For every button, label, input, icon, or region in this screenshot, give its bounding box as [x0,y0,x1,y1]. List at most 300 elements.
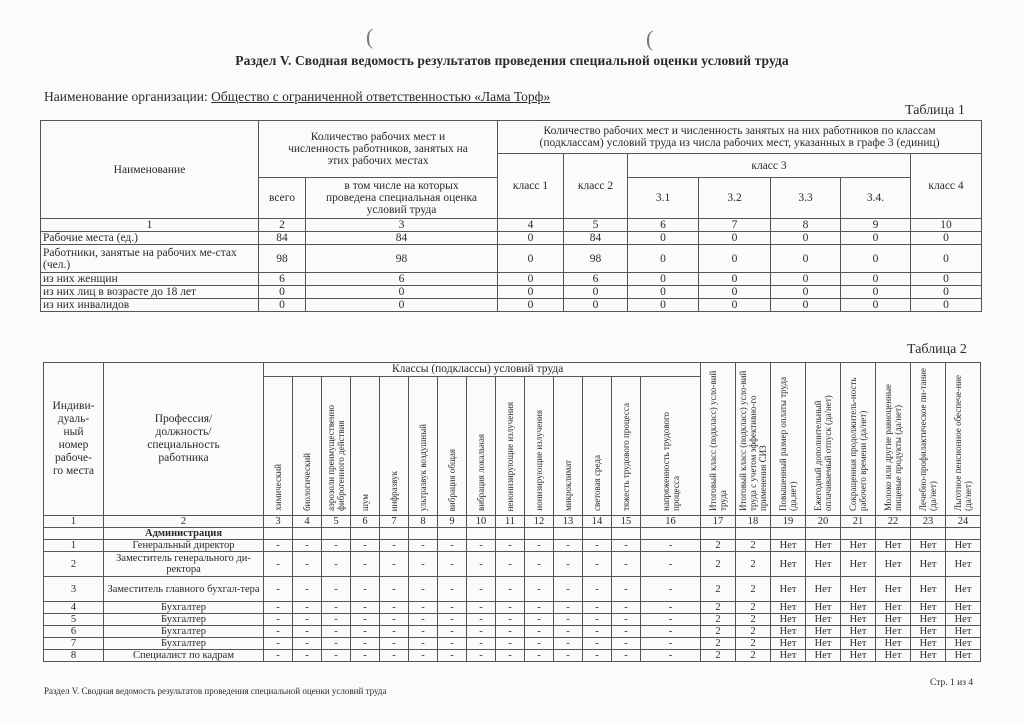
factor-class: - [467,577,496,602]
row-label: из них лиц в возрасте до 18 лет [41,286,259,299]
factor-class: - [554,614,583,626]
factor-class: - [264,577,293,602]
profession: Бухгалтер [104,614,264,626]
benefit-value: Нет [876,552,911,577]
factor-class: - [525,614,554,626]
header-class3: класс 3 [628,154,911,178]
benefit-value: Нет [876,638,911,650]
cell-value: 0 [841,245,911,273]
col-num: 17 [701,516,736,528]
benefit-value: Нет [911,638,946,650]
cell-value: 6 [564,273,628,286]
benefit-value: Нет [806,577,841,602]
header-number: Индиви-дуаль-ный номер рабоче-го места [44,363,104,516]
benefit-value: Нет [771,552,806,577]
workplace-table [43,362,981,662]
table1-label: Таблица 1 [905,103,965,118]
benefit-value: Нет [771,638,806,650]
factor-class: - [467,614,496,626]
factor-class: - [409,650,438,662]
cell-value: 0 [771,232,841,245]
row-label: из них женщин [41,273,259,286]
factor-class: - [322,650,351,662]
benefit-value: Нет [806,602,841,614]
benefit-value: Нет [946,540,981,552]
extra-label: Молоко или другие равноценные пищевые продукты (да/нет) [883,384,904,511]
empty-cell [806,528,841,540]
result-class: 2 [701,626,736,638]
factor-class: - [525,650,554,662]
empty-cell [264,528,293,540]
factor-class: - [496,602,525,614]
table-row [41,286,982,299]
factor-class: - [409,540,438,552]
factor-class: - [612,540,641,552]
factor-class: - [351,650,380,662]
page-title: Раздел V. Сводная ведомость результатов проведения специальной оценки условий труда [235,53,789,68]
factor-class: - [264,650,293,662]
factor-class: - [583,638,612,650]
factor-class: - [322,602,351,614]
cell-value: 0 [306,299,498,312]
punch-mark-left: ( [366,24,374,49]
factor-label: ионизирующие излучения [534,410,544,511]
factor-class: - [409,602,438,614]
summary-table [40,120,982,312]
result-class-siz: 2 [736,540,771,552]
result-class: 2 [701,577,736,602]
factor-class: - [583,577,612,602]
factor-class: - [380,552,409,577]
cell-value: 0 [498,299,564,312]
factor-class: - [438,626,467,638]
empty-cell [467,528,496,540]
col-num: 7 [699,219,771,232]
factor-class: - [496,638,525,650]
factor-class: - [641,540,701,552]
empty-cell [583,528,612,540]
table-row [44,602,981,614]
cell-value: 0 [911,286,982,299]
header-group-b: Количество рабочих мест и численность занятых на них работников по классам (подклассам) условий труда из числа рабочих мест, указанных в графе 3 (единиц) [498,121,982,154]
workplace-number: 7 [44,638,104,650]
cell-value: 0 [841,286,911,299]
benefit-value: Нет [806,552,841,577]
workplace-number: 6 [44,626,104,638]
cell-value: 0 [564,299,628,312]
benefit-value: Нет [876,577,911,602]
factor-class: - [496,614,525,626]
factor-class: - [554,577,583,602]
factor-class: - [438,540,467,552]
extra-label: Итоговый класс (подкласс) усло-вий труда с учетом эффективно-го применения СИЗ [738,370,769,511]
factor-label: шум [360,493,370,511]
factor-class: - [351,614,380,626]
result-class: 2 [701,638,736,650]
benefit-value: Нет [841,626,876,638]
factor-class: - [380,638,409,650]
header-benefit [771,363,806,516]
benefit-value: Нет [806,638,841,650]
empty-cell [911,528,946,540]
benefit-value: Нет [771,602,806,614]
punch-mark-right: ( [646,26,654,51]
cell-value: 0 [306,286,498,299]
header-factor [496,377,525,516]
factor-class: - [293,638,322,650]
header-factor [554,377,583,516]
factor-label: инфразвук [389,470,399,511]
header-benefit [876,363,911,516]
col-num: 5 [322,516,351,528]
col-num: 6 [351,516,380,528]
cell-value: 0 [699,232,771,245]
factor-class: - [641,552,701,577]
col-num: 22 [876,516,911,528]
cell-value: 0 [628,299,699,312]
col-num: 1 [44,516,104,528]
benefit-value: Нет [876,650,911,662]
factor-class: - [409,577,438,602]
col-num: 23 [911,516,946,528]
benefit-value: Нет [771,540,806,552]
factor-label: световая среда [592,455,602,511]
benefit-value: Нет [911,626,946,638]
cell-value: 0 [699,273,771,286]
cell-value: 0 [564,286,628,299]
benefit-value: Нет [841,602,876,614]
col-num: 21 [841,516,876,528]
factor-class: - [525,577,554,602]
col-num: 14 [583,516,612,528]
factor-class: - [641,650,701,662]
factor-class: - [467,602,496,614]
factor-class: - [641,626,701,638]
col-num: 4 [498,219,564,232]
factor-class: - [264,626,293,638]
col-num: 2 [104,516,264,528]
table-row [41,232,982,245]
organization-name: Общество с ограниченной ответственностью «Лама Торф» [211,89,551,104]
footer-text: Раздел V. Сводная ведомость результатов проведения специальной оценки условий труда [44,686,387,696]
factor-class: - [293,540,322,552]
header-total: всего [259,178,306,219]
page-number: Стр. 1 из 4 [930,678,974,688]
workplace-number: 8 [44,650,104,662]
benefit-value: Нет [876,614,911,626]
factor-class: - [583,540,612,552]
empty-cell [525,528,554,540]
col-num: 4 [293,516,322,528]
factor-class: - [438,552,467,577]
row-label: Рабочие места (ед.) [41,232,259,245]
col-num: 20 [806,516,841,528]
factor-class: - [380,577,409,602]
header-factor [293,377,322,516]
factor-label: химический [273,464,283,511]
workplace-number: 4 [44,602,104,614]
col-num: 19 [771,516,806,528]
factor-class: - [380,614,409,626]
profession: Генеральный директор [104,540,264,552]
cell-value: 0 [771,245,841,273]
col-num: 18 [736,516,771,528]
cell-value: 0 [259,286,306,299]
benefit-value: Нет [946,638,981,650]
factor-class: - [467,638,496,650]
cell-value: 0 [771,299,841,312]
table-row [44,626,981,638]
factor-class: - [438,638,467,650]
col-num: 2 [259,219,306,232]
factor-class: - [612,577,641,602]
factor-class: - [409,614,438,626]
result-class: 2 [701,614,736,626]
benefit-value: Нет [841,552,876,577]
factor-class: - [525,602,554,614]
factor-class: - [351,552,380,577]
header-group-a: Количество рабочих мест и численность работников, занятых на этих рабочих местах [259,121,498,178]
factor-class: - [351,540,380,552]
extra-label: Льготное пенсионное обеспече-ние (да/нет) [953,375,974,511]
cell-value: 6 [306,273,498,286]
empty-cell [496,528,525,540]
header-benefit [806,363,841,516]
factor-class: - [641,638,701,650]
header-factor [409,377,438,516]
extra-label: Сокращенная продолжитель-ность рабочего времени (да/нет) [848,377,869,511]
profession: Заместитель генерального ди-ректора [104,552,264,577]
empty-cell [44,528,104,540]
result-class-siz: 2 [736,577,771,602]
result-class-siz: 2 [736,614,771,626]
row-label: Работники, занятые на рабочих ме-стах (чел.) [41,245,259,273]
header-benefit [841,363,876,516]
benefit-value: Нет [806,540,841,552]
factor-class: - [583,614,612,626]
benefit-value: Нет [911,650,946,662]
empty-cell [554,528,583,540]
benefit-value: Нет [806,614,841,626]
benefit-value: Нет [946,602,981,614]
factor-class: - [554,650,583,662]
col-num: 13 [554,516,583,528]
factor-class: - [554,626,583,638]
benefit-value: Нет [911,614,946,626]
organization-line [44,89,550,105]
factor-class: - [554,552,583,577]
empty-cell [351,528,380,540]
factor-class: - [409,638,438,650]
result-class: 2 [701,552,736,577]
table2-label: Таблица 2 [907,342,967,357]
profession: Бухгалтер [104,602,264,614]
cell-value: 98 [564,245,628,273]
table-row [44,638,981,650]
factor-class: - [293,614,322,626]
col-num: 7 [380,516,409,528]
cell-value: 84 [564,232,628,245]
col-num: 3 [306,219,498,232]
result-class: 2 [701,540,736,552]
factor-class: - [612,626,641,638]
factor-class: - [380,602,409,614]
cell-value: 0 [628,273,699,286]
benefit-value: Нет [771,614,806,626]
cell-value: 0 [841,273,911,286]
factor-class: - [496,540,525,552]
header-benefit [911,363,946,516]
header-factor [438,377,467,516]
cell-value: 98 [306,245,498,273]
empty-cell [409,528,438,540]
cell-value: 98 [259,245,306,273]
factor-class: - [380,626,409,638]
factor-class: - [612,638,641,650]
factor-class: - [554,540,583,552]
header-result [701,363,736,516]
header-assessed: в том числе на которых проведена специальная оценка условий труда [306,178,498,219]
header-factor [380,377,409,516]
result-class: 2 [701,602,736,614]
benefit-value: Нет [911,577,946,602]
factor-class: - [351,626,380,638]
cell-value: 84 [259,232,306,245]
header-class1: класс 1 [498,154,564,219]
factor-class: - [293,626,322,638]
factor-class: - [322,577,351,602]
factor-class: - [525,626,554,638]
cell-value: 0 [628,245,699,273]
cell-value: 0 [841,299,911,312]
result-class-siz: 2 [736,552,771,577]
factor-class: - [583,626,612,638]
benefit-value: Нет [841,540,876,552]
col-num: 24 [946,516,981,528]
factor-class: - [612,602,641,614]
cell-value: 0 [911,232,982,245]
benefit-value: Нет [841,614,876,626]
workplace-number: 5 [44,614,104,626]
factor-class: - [467,540,496,552]
factor-class: - [264,614,293,626]
factor-class: - [380,540,409,552]
header-factor [264,377,293,516]
factor-label: неионизирующие излучения [505,401,515,511]
benefit-value: Нет [876,602,911,614]
factor-class: - [496,577,525,602]
organization-label: Наименование организации: [44,89,208,104]
benefit-value: Нет [771,650,806,662]
result-class-siz: 2 [736,650,771,662]
factor-class: - [264,638,293,650]
benefit-value: Нет [806,626,841,638]
factor-class: - [554,602,583,614]
cell-value: 0 [498,273,564,286]
cell-value: 0 [771,273,841,286]
benefit-value: Нет [841,650,876,662]
col-num: 8 [409,516,438,528]
col-num: 11 [496,516,525,528]
factor-label: ультразвук воздушный [418,423,428,511]
workplace-number: 1 [44,540,104,552]
factor-class: - [351,577,380,602]
workplace-number: 3 [44,577,104,602]
factor-class: - [641,614,701,626]
cell-value: 0 [911,245,982,273]
factor-class: - [496,650,525,662]
extra-label: Лечебно-профилактическое пи-тание (да/нет) [918,368,939,511]
header-benefit [946,363,981,516]
table-row [44,577,981,602]
empty-cell [641,528,701,540]
cell-value: 84 [306,232,498,245]
table-row [44,650,981,662]
header-class4: класс 4 [911,154,982,219]
factor-label: вибрация локальная [476,433,486,511]
factor-class: - [264,602,293,614]
result-class-siz: 2 [736,602,771,614]
cell-value: 0 [498,232,564,245]
table-row [44,614,981,626]
section-row [44,528,981,540]
benefit-value: Нет [876,540,911,552]
factor-label: вибрация общая [447,448,457,511]
col-num: 9 [438,516,467,528]
factor-class: - [438,650,467,662]
empty-cell [876,528,911,540]
factor-class: - [583,552,612,577]
header-factor [641,377,701,516]
col-num: 9 [841,219,911,232]
factor-class: - [409,552,438,577]
header-c33: 3.3 [771,178,841,219]
row-label: из них инвалидов [41,299,259,312]
cell-value: 0 [628,232,699,245]
empty-cell [946,528,981,540]
profession: Бухгалтер [104,626,264,638]
column-numbers-row [41,219,982,232]
benefit-value: Нет [806,650,841,662]
result-class: 2 [701,650,736,662]
factor-class: - [322,626,351,638]
benefit-value: Нет [946,552,981,577]
table-row [41,299,982,312]
col-num: 10 [911,219,982,232]
factor-class: - [496,626,525,638]
factor-class: - [438,577,467,602]
benefit-value: Нет [911,552,946,577]
empty-cell [736,528,771,540]
factor-class: - [583,650,612,662]
factor-class: - [641,602,701,614]
header-factor [583,377,612,516]
factor-class: - [293,577,322,602]
factor-class: - [612,552,641,577]
header-factor [322,377,351,516]
cell-value: 0 [699,245,771,273]
header-factor [351,377,380,516]
column-numbers-row [44,516,981,528]
benefit-value: Нет [911,540,946,552]
header-c32: 3.2 [699,178,771,219]
factor-class: - [554,638,583,650]
factor-class: - [264,552,293,577]
table-row [41,245,982,273]
empty-cell [841,528,876,540]
factor-class: - [467,626,496,638]
factor-class: - [322,614,351,626]
